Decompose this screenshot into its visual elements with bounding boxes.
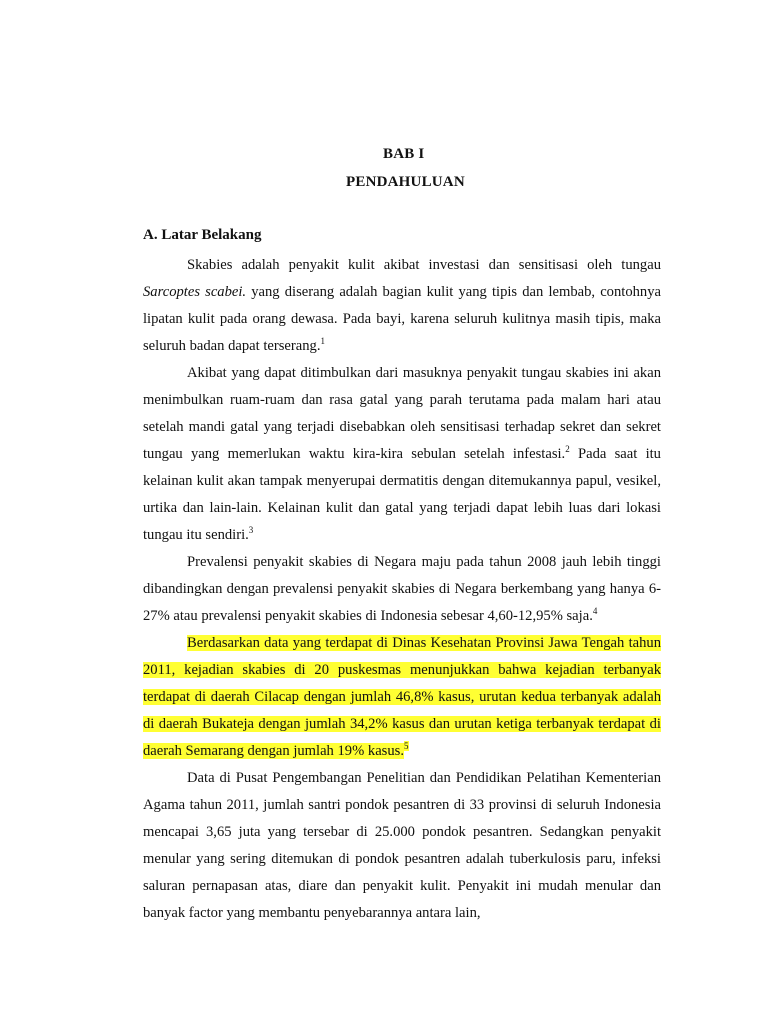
paragraph-4-highlighted [143,630,661,765]
chapter-title: PENDAHULUAN [346,174,465,190]
body-text [143,252,661,927]
paragraph-2-text-a: Akibat yang dapat ditimbulkan dari masuknya penyakit tungau skabies ini akan menimbulkan ruam-ruam dan rasa gatal yang parah terutama pada malam hari atau setelah mandi gatal yang terjadi disebabkan oleh sensitisasi terhadap sekret dan sekret tungau yang memerlukan waktu kira-kira sebulan setelah infestasi. [143,365,661,462]
paragraph-1 [143,252,661,360]
chapter-number: BAB I [383,146,425,162]
footnote-ref-5: 5 [404,741,409,751]
footnote-ref-4: 4 [592,606,598,616]
species-name: Sarcoptes scabei. [143,284,247,300]
paragraph-2-text-b: Pada saat itu kelainan kulit akan tampak menyerupai dermatitis dengan ditemukannya papul, vesikel, urtika dan lain-lain. Kelainan kulit dan gatal yang terjadi dapat lebih luas dari lokasi tungau itu sendiri. [143,446,661,543]
footnote-ref-2: 2 [565,444,570,454]
paragraph-3 [143,549,661,630]
paragraph-5 [143,765,661,927]
paragraph-4-text: Berdasarkan data yang terdapat di Dinas Kesehatan Provinsi Jawa Tengah tahun 2011, kejadian skabies di 20 puskesmas menunjukkan bahwa kejadian terbanyak terdapat di daerah Cilacap dengan jumlah 46,8% kasus, urutan kedua terbanyak adalah di daerah Bukateja dengan jumlah 34,2% kasus dan urutan ketiga terbanyak terdapat di daerah Semarang dengan jumlah 19% kasus. [143,635,661,759]
paragraph-3-text: Prevalensi penyakit skabies di Negara maju pada tahun 2008 jauh lebih tinggi dibandingkan dengan prevalensi penyakit skabies di Negara berkembang yang hanya 6-27% atau prevalensi penyakit skabies di Indonesia sebesar 4,60-12,95% saja. [143,554,661,624]
section-heading: A. Latar Belakang [143,227,262,243]
paragraph-2 [143,360,661,549]
paragraph-1-text-b: yang diserang adalah bagian kulit yang tipis dan lembab, contohnya lipatan kulit pada orang dewasa. Pada bayi, karena seluruh kulitnya masih tipis, maka seluruh badan dapat terserang. [143,284,661,354]
paragraph-5-text: Data di Pusat Pengembangan Penelitian dan Pendidikan Pelatihan Kementerian Agama tahun 2011, jumlah santri pondok pesantren di 33 provinsi di seluruh Indonesia mencapai 3,65 juta yang tersebar di 25.000 pondok pesantren. Sedangkan penyakit menular yang sering ditemukan di pondok pesantren adalah tuberkulosis paru, infeksi saluran pernapasan atas, diare dan penyakit kulit. Penyakit ini mudah menular dan banyak factor yang membantu penyebarannya antara lain, [143,770,661,921]
paragraph-1-text-a: Skabies adalah penyakit kulit akibat investasi dan sensitisasi oleh tungau [187,257,661,273]
footnote-ref-3: 3 [248,525,254,535]
footnote-ref-1: 1 [320,336,325,346]
